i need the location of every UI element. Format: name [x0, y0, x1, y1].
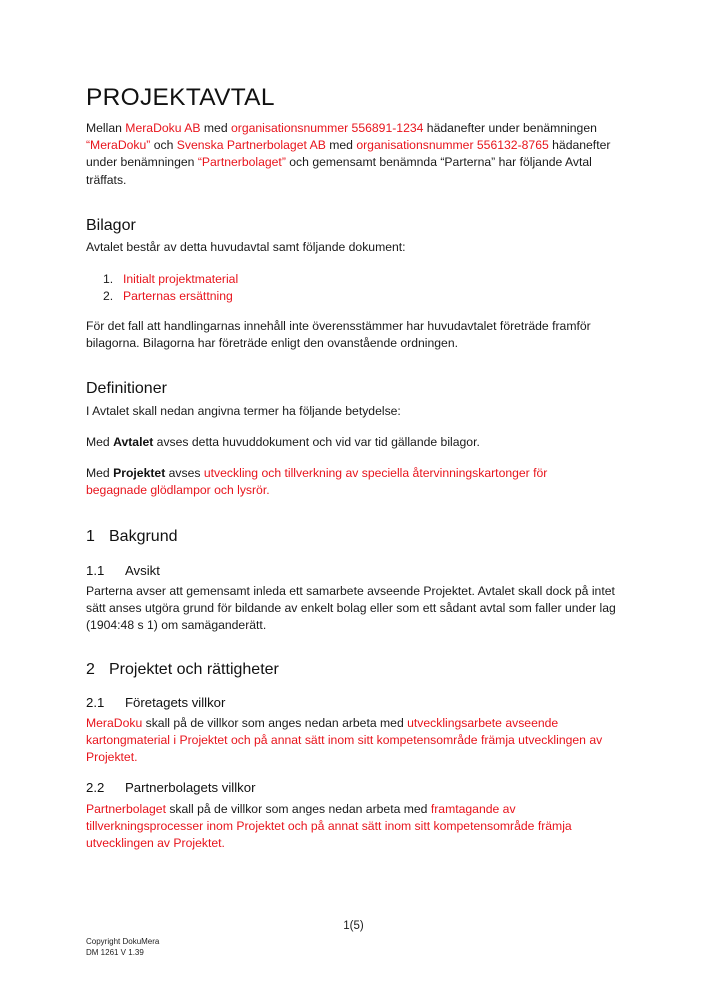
def-text: avses detta huvuddokument och vid var tid gällande bilagor.	[153, 435, 480, 449]
list-number: 1.	[103, 272, 114, 286]
party2-name: Svenska Partnerbolaget AB	[176, 138, 326, 153]
list-item	[103, 288, 648, 305]
party1-orgnr: organisationsnummer 556891-1234	[230, 121, 424, 135]
def-term: Projektet	[113, 466, 166, 480]
list-number: 2.	[103, 289, 114, 304]
party2-orgnr: organisationsnummer 556132-8765	[356, 138, 549, 153]
section1-1-heading	[86, 563, 160, 578]
section-number: 1	[86, 528, 95, 545]
page-number: 1(5)	[343, 920, 364, 932]
subsection-number: 1.1	[86, 563, 105, 578]
section-body: Parterna avser att gemensamt inleda ett samarbete avseende Projektet. Avtalet skall dock på intet sätt anses utgöra grund för bildande av enkelt bolag eller som ett sådant avtal som faller under lag (1904:48 s 1) om samäganderätt.	[86, 584, 616, 633]
bilagor-lead-text: Avtalet består av detta huvudavtal samt följande dokument:	[86, 240, 406, 254]
section-body: skall på de villkor som anges nedan arbeta med	[142, 716, 408, 730]
section-number: 2	[86, 661, 95, 678]
def-text: Med	[86, 466, 114, 480]
bilagor-note	[86, 318, 631, 352]
section-red-text: framtagande av tillverkningsprocesser inom Projektet och på annat sätt inom sitt kompetensområde främja utvecklingen av Projektet.	[86, 802, 572, 851]
definitioner-heading: Definitioner	[86, 380, 167, 397]
section1-heading	[86, 528, 178, 546]
party1-name: MeraDoku AB	[125, 121, 201, 135]
bilagor-lead	[86, 239, 631, 256]
def-text: Med	[86, 435, 114, 449]
intro-text: Mellan	[86, 121, 126, 135]
section2-1-heading	[86, 695, 225, 710]
section-title: Bakgrund	[109, 528, 178, 545]
party2-short: “Partnerbolaget”	[197, 155, 286, 170]
intro-text: hädanefter under benämningen	[423, 121, 597, 135]
subsection-title: Partnerbolagets villkor	[125, 780, 256, 795]
def-term: Avtalet	[113, 435, 154, 449]
def-red-text: utveckling och tillverkning av speciella återvinningskartonger för begagnade glödlampor och lysrör.	[86, 466, 548, 498]
intro-text: och gemensamt benämnda “Parterna” har följande Avtal träffats.	[86, 155, 592, 187]
section2-1-text	[86, 715, 631, 767]
section1-1-text	[86, 583, 631, 635]
definition-projektet	[86, 465, 576, 499]
list-text: Initialt projektmaterial	[123, 272, 239, 286]
section-body: skall på de villkor som anges nedan arbeta med	[165, 802, 431, 816]
page-title: PROJEKTAVTAL	[86, 84, 275, 111]
footer-copyright: Copyright DokuMera	[86, 937, 160, 946]
intro-text: med	[200, 121, 231, 135]
intro-paragraph	[86, 120, 631, 189]
party-name: MeraDoku	[86, 716, 143, 730]
list-text: Parternas ersättning	[123, 289, 233, 304]
subsection-number: 2.2	[86, 780, 105, 795]
subsection-title: Företagets villkor	[125, 695, 226, 710]
subsection-title: Avsikt	[125, 563, 160, 578]
party-name: Partnerbolaget	[86, 802, 166, 816]
def-text: avses	[165, 466, 204, 480]
footer-doc-id: DM 1261 V 1.39	[86, 948, 144, 957]
section-red-text: utvecklingsarbete avseende kartongmaterial i Projektet och på annat sätt inom sitt kompetensområde främja utvecklingen av Projektet.	[86, 716, 603, 765]
section-title: Projektet och rättigheter	[109, 661, 279, 678]
definitioner-lead	[86, 403, 631, 420]
bilagor-list	[103, 271, 648, 305]
list-item	[103, 271, 648, 288]
bilagor-heading: Bilagor	[86, 217, 136, 234]
intro-text: med	[325, 138, 357, 153]
bilagor-note-text: För det fall att handlingarnas innehåll inte överensstämmer har huvudavtalet företräde framför bilagorna. Bilagorna har företräde enligt den ovanstående ordningen.	[86, 319, 591, 351]
intro-text: hädanefter under benämningen	[86, 138, 611, 170]
section2-2-text	[86, 801, 631, 853]
definitioner-lead-text: I Avtalet skall nedan angivna termer ha följande betydelse:	[86, 404, 401, 418]
subsection-number: 2.1	[86, 695, 105, 710]
section2-heading	[86, 661, 279, 679]
intro-text: och	[150, 138, 177, 153]
party1-short: “MeraDoku”	[86, 138, 151, 153]
definition-avtalet	[86, 434, 631, 451]
section2-2-heading	[86, 780, 255, 795]
